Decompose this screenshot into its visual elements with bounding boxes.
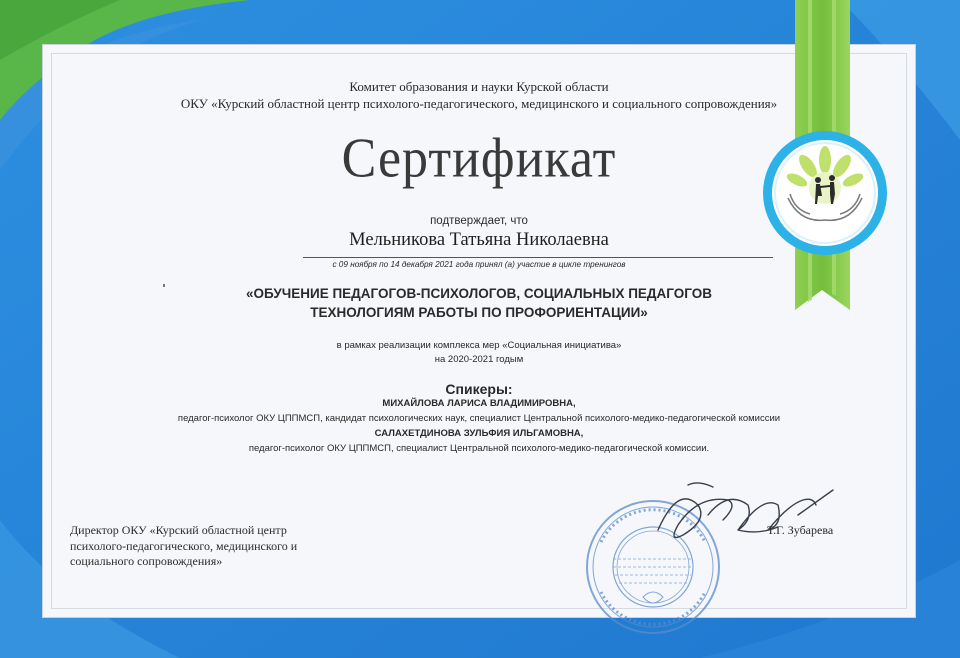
director-line-3: социального сопровождения»: [70, 554, 223, 568]
program-line-1: в рамках реализации комплекса мер «Социальная инициатива»: [336, 340, 622, 351]
signer-name: Т.Г. Зубарева: [767, 523, 834, 537]
course-title-line-1: «ОБУЧЕНИЕ ПЕДАГОГОВ-ПСИХОЛОГОВ, СОЦИАЛЬНЫХ ПЕДАГОГОВ: [246, 286, 712, 301]
speaker-1-name: МИХАЙЛОВА ЛАРИСА ВЛАДИМИРОВНА,: [382, 398, 576, 409]
confirms-text: подтверждает, что: [430, 215, 528, 227]
course-title-line-2: ТЕХНОЛОГИЯМ РАБОТЫ ПО ПРОФОРИЕНТАЦИИ»: [310, 305, 648, 320]
name-underline: [303, 257, 773, 258]
participation-period: с 09 ноября по 14 декабря 2021 года принял (а) участие в цикле тренингов: [332, 260, 626, 269]
org-line-1: Комитет образования и науки Курской области: [349, 79, 609, 94]
org-line-2: ОКУ «Курский областной центр психолого-педагогического, медицинского и социального сопровождения»: [180, 96, 778, 111]
director-line-1: Директор ОКУ «Курский областной центр: [70, 523, 287, 537]
emblem-icon: [760, 128, 890, 258]
program-line-2: на 2020-2021 годым: [434, 354, 524, 365]
certificate-title: Сертификат: [341, 127, 617, 190]
director-title: [70, 523, 297, 570]
signature-icon: [638, 475, 838, 565]
speaker-2-description: педагог-психолог ОКУ ЦППМСП, специалист Центральной психолого-медико-педагогической комиссии.: [248, 443, 710, 454]
recipient-name: Мельникова Татьяна Николаевна: [349, 230, 609, 250]
speaker-2-name: САЛАХЕТДИНОВА ЗУЛЬФИЯ ИЛЬГАМОВНА,: [374, 428, 584, 439]
speaker-1-description: педагог-психолог ОКУ ЦППМСП, кандидат психологических наук, специалист Центральной психолого-медико-педагогической комиссии: [177, 413, 781, 424]
speakers-heading: Спикеры:: [445, 381, 513, 397]
director-line-2: психолого-педагогического, медицинского и: [70, 538, 298, 553]
